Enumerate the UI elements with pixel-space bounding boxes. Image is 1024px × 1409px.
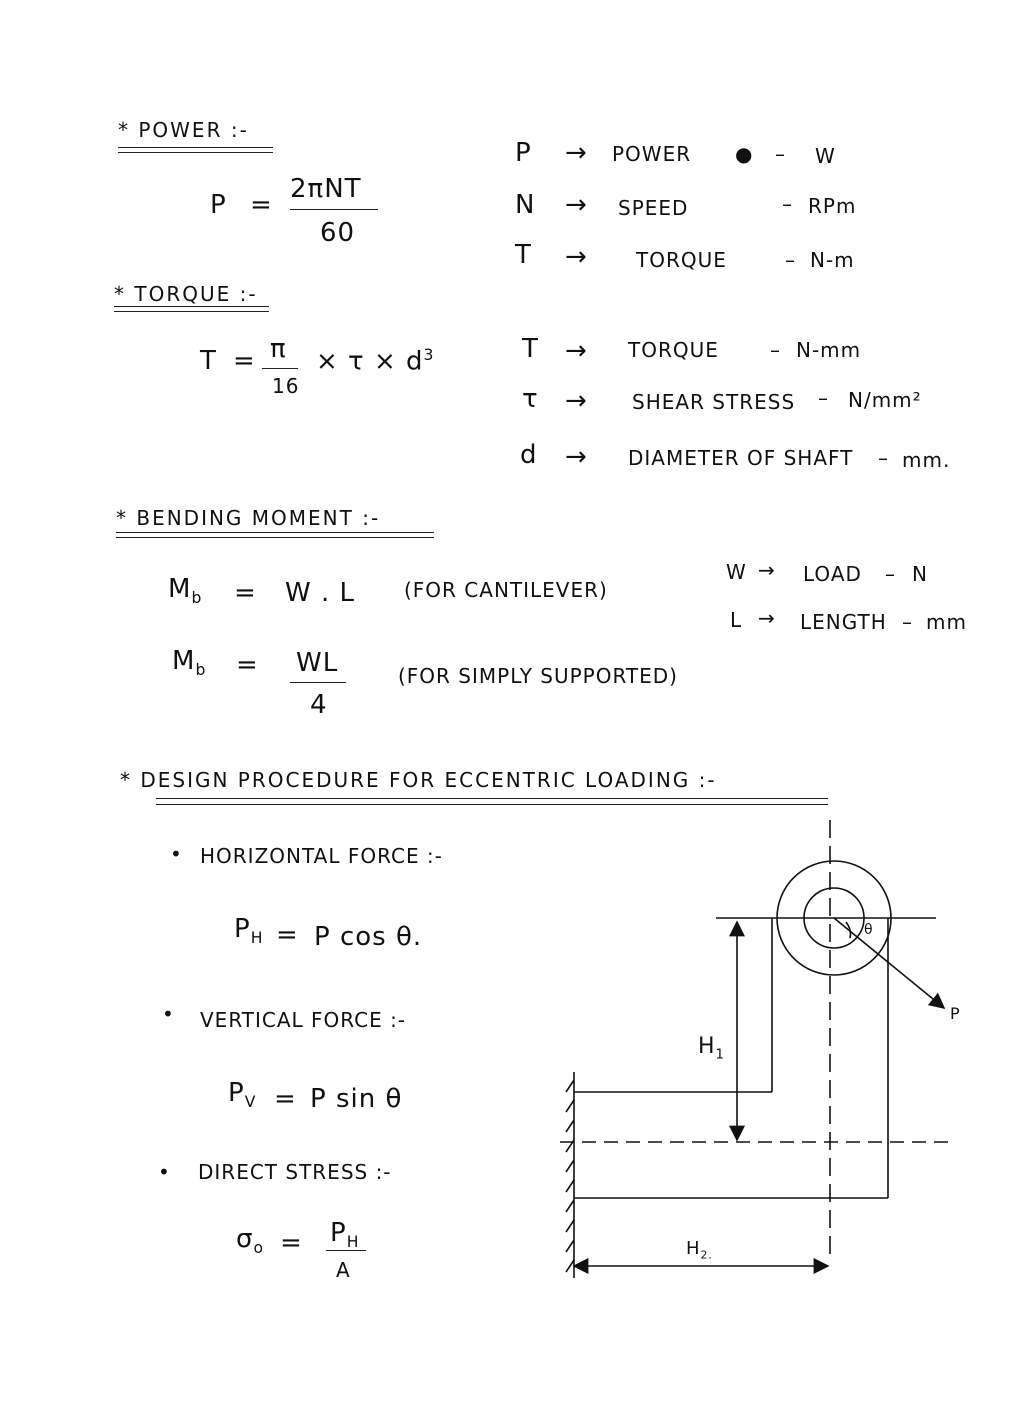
bending-f1-note: (FOR CANTILEVER) bbox=[404, 578, 608, 602]
dash: – bbox=[902, 610, 913, 634]
horizontal-force-rhs: P cos θ. bbox=[314, 922, 423, 952]
legend-unit: N bbox=[912, 562, 928, 586]
legend-symbol: d bbox=[520, 440, 538, 470]
dash: – bbox=[770, 338, 781, 362]
bending-f1-rhs: W . L bbox=[285, 578, 355, 608]
legend-name: POWER bbox=[612, 142, 692, 166]
vertical-force-lhs: $P_V$ bbox=[228, 1078, 257, 1112]
equals-sign: = bbox=[280, 1228, 303, 1258]
wall-hatching bbox=[566, 1080, 574, 1272]
legend-unit: W bbox=[815, 144, 836, 168]
legend-symbol: N bbox=[515, 190, 536, 220]
equals-sign: = bbox=[233, 346, 256, 376]
dash: – bbox=[785, 248, 796, 272]
arrow-icon: → bbox=[758, 606, 776, 630]
legend-name: TORQUE bbox=[628, 338, 719, 362]
power-heading: * POWER :- bbox=[118, 118, 249, 142]
arrow-icon: → bbox=[565, 138, 588, 168]
arrow-icon: → bbox=[565, 190, 588, 220]
bending-f2-note: (FOR SIMPLY SUPPORTED) bbox=[398, 664, 678, 688]
equals-sign: = bbox=[234, 578, 257, 608]
torque-formula-rest: × $\tau \times d^3$ bbox=[316, 346, 435, 377]
legend-name: TORQUE bbox=[636, 248, 727, 272]
dash: – bbox=[775, 142, 786, 166]
legend-unit: N-m bbox=[810, 248, 855, 272]
torque-formula-numerator: π bbox=[270, 334, 287, 364]
dash: – bbox=[818, 386, 829, 410]
torque-formula-denominator: 16 bbox=[272, 374, 300, 398]
load-p-label: P bbox=[950, 1004, 961, 1023]
arrow-icon: → bbox=[565, 336, 588, 366]
bullet-icon: • bbox=[162, 1002, 175, 1026]
equals-sign: = bbox=[276, 920, 299, 950]
legend-unit: N/mm² bbox=[848, 388, 922, 412]
direct-stress-lhs: $\sigma_o$ bbox=[236, 1224, 265, 1258]
legend-name: SHEAR STRESS bbox=[632, 390, 796, 414]
legend-symbol: T bbox=[515, 240, 532, 270]
equals-sign: = bbox=[274, 1084, 297, 1114]
dash: – bbox=[782, 192, 793, 216]
eccentric-heading: * DESIGN PROCEDURE FOR ECCENTRIC LOADING :- bbox=[120, 768, 717, 792]
bullet-dot-icon: ● bbox=[735, 142, 754, 166]
legend-name: LENGTH bbox=[800, 610, 887, 634]
torque-formula-lhs: T bbox=[200, 346, 217, 376]
arrow-icon: → bbox=[565, 442, 588, 472]
legend-symbol: P bbox=[515, 138, 532, 168]
bending-heading: * BENDING MOMENT :- bbox=[116, 506, 381, 530]
legend-name: SPEED bbox=[618, 196, 689, 220]
bullet-icon: • bbox=[158, 1160, 171, 1184]
dash: – bbox=[885, 562, 896, 586]
torque-heading: * TORQUE :- bbox=[114, 282, 258, 306]
legend-unit: N-mm bbox=[796, 338, 862, 362]
h1-label: $H_1$ bbox=[698, 1034, 725, 1063]
bending-f2-lhs: $M_b$ bbox=[172, 646, 207, 680]
power-formula-denominator: 60 bbox=[320, 218, 356, 248]
direct-stress-numerator: $P_H$ bbox=[330, 1218, 360, 1252]
direct-stress-label: DIRECT STRESS :- bbox=[198, 1160, 392, 1184]
bending-f2-denominator: 4 bbox=[310, 690, 328, 720]
arrow-icon: → bbox=[758, 558, 776, 582]
legend-symbol: T bbox=[522, 334, 539, 364]
h2-label: $H_{2.}$ bbox=[686, 1238, 713, 1262]
power-formula-numerator: 2πNT bbox=[290, 174, 362, 204]
arrow-icon: → bbox=[565, 386, 588, 416]
legend-symbol: W bbox=[726, 560, 747, 584]
bullet-icon: • bbox=[170, 842, 183, 866]
horizontal-force-lhs: $P_H$ bbox=[234, 914, 264, 948]
bending-f2-numerator: WL bbox=[296, 648, 339, 678]
legend-unit: mm bbox=[926, 610, 967, 634]
dash: – bbox=[878, 446, 889, 470]
arrow-icon: → bbox=[565, 242, 588, 272]
vertical-force-rhs: P sin θ bbox=[310, 1084, 403, 1114]
horizontal-force-label: HORIZONTAL FORCE :- bbox=[200, 844, 443, 868]
equals-sign: = bbox=[236, 650, 259, 680]
equals-sign: = bbox=[250, 190, 273, 220]
bending-f1-lhs: $M_b$ bbox=[168, 574, 203, 608]
legend-unit: RPm bbox=[808, 194, 857, 218]
legend-symbol: L bbox=[730, 608, 743, 632]
power-formula-lhs: P bbox=[210, 190, 227, 220]
legend-unit: mm. bbox=[902, 448, 951, 472]
vertical-force-label: VERTICAL FORCE :- bbox=[200, 1008, 407, 1032]
theta-label: θ bbox=[864, 922, 874, 938]
legend-name: DIAMETER OF SHAFT bbox=[628, 446, 854, 470]
legend-name: LOAD bbox=[803, 562, 862, 586]
direct-stress-denominator: A bbox=[336, 1258, 351, 1282]
legend-symbol: τ bbox=[522, 384, 539, 414]
